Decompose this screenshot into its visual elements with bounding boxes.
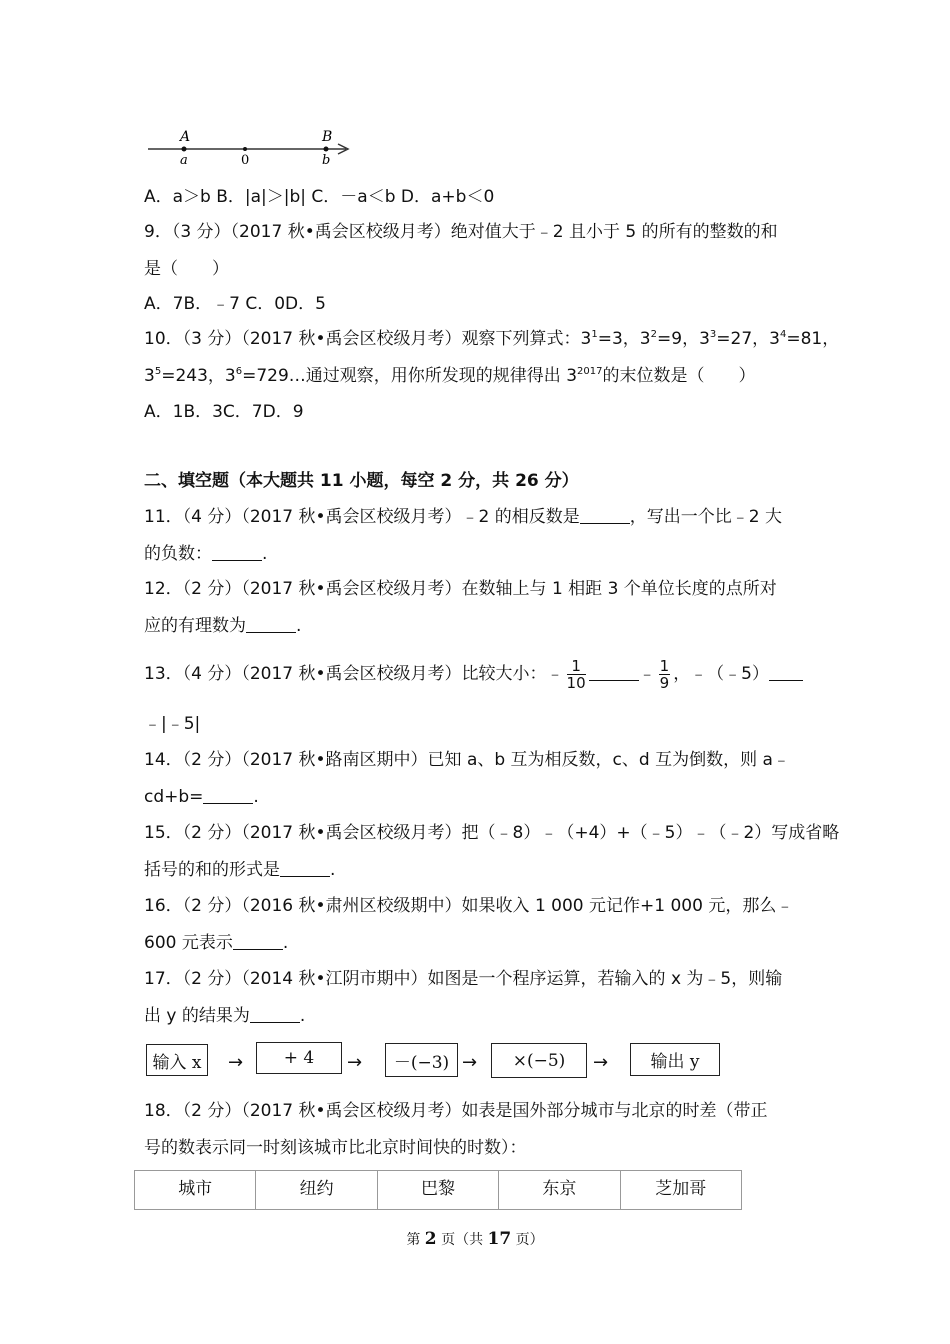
q9-line1: 9．（3 分）（2017 秋•禹会区校级月考）绝对值大于﹣2 且小于 5 的所有的整数的和 bbox=[144, 222, 778, 242]
point-b-label: B bbox=[322, 129, 333, 145]
q12-line2: 应的有理数为 . bbox=[144, 616, 302, 636]
q18-line1: 18．（2 分）（2017 秋•禹会区校级月考）如表是国外部分城市与北京的时差（带正 bbox=[144, 1101, 768, 1121]
q17-line2: 出 y 的结果为 . bbox=[144, 1006, 306, 1026]
q13-line1: 13．（4 分）（2017 秋•禹会区校级月考）比较大小：﹣ $\frac{1}{10}$ ﹣ $\frac{1}{9}$ ，﹣（﹣5） bbox=[144, 652, 803, 696]
table-header-cell: 芝加哥 bbox=[620, 1171, 741, 1210]
q9-options: A．7B．﹣7 C．0D．5 bbox=[144, 294, 326, 314]
q10-line1: 10．（3 分）（2017 秋•禹会区校级月考）观察下列算式：$3^1=3$，$3^2=9$，$3^3=27$，$3^4=81$， bbox=[144, 329, 840, 349]
table-header-cell: 东京 bbox=[499, 1171, 620, 1210]
answer-blank[interactable] bbox=[246, 618, 296, 633]
table-header-cell: 巴黎 bbox=[377, 1171, 498, 1210]
fraction-one-ninth: $\frac{1}{9}$ bbox=[659, 656, 670, 692]
page-footer: 第 2 页（共 17 页） bbox=[406, 1229, 544, 1249]
flow-input-box: 输入 x bbox=[146, 1044, 208, 1076]
q15-line2: 括号的和的形式是 . bbox=[144, 860, 336, 880]
table-row bbox=[135, 1171, 742, 1210]
answer-blank[interactable] bbox=[212, 546, 262, 561]
table-header-cell: 城市 bbox=[135, 1171, 256, 1210]
answer-blank[interactable] bbox=[250, 1008, 300, 1023]
q8-options: A．a＞b B．|a|＞|b| C．－a＜b D．a+b＜0 bbox=[144, 187, 495, 207]
time-difference-table bbox=[134, 1170, 742, 1210]
q9-line2: 是（ ） bbox=[144, 259, 229, 279]
q10-line2: $3^5=243$，$3^6=729\dots$通过观察，用你所发现的规律得出 $3^{2017}$的末位数是（ ） bbox=[144, 366, 756, 386]
q18-line2: 号的数表示同一时刻该城市比北京时间快的时数）： bbox=[144, 1138, 527, 1158]
section-heading: 二、填空题（本大题共 11 小题，每空 2 分，共 26 分） bbox=[144, 471, 579, 491]
q14-line2: cd+b= . bbox=[144, 787, 259, 807]
q17-line1: 17．（2 分）（2014 秋•江阴市期中）如图是一个程序运算，若输入的 x 为﹣5，则输 bbox=[144, 969, 783, 989]
q11-line1: 11．（4 分）（2017 秋•禹会区校级月考）﹣2 的相反数是 ，写出一个比﹣2 大 bbox=[144, 507, 782, 527]
flow-plus4-box: + 4 bbox=[256, 1042, 342, 1074]
origin-label: 0 bbox=[241, 153, 250, 168]
flow-minus3-box: －(−3) bbox=[385, 1043, 458, 1077]
number-line-figure bbox=[140, 124, 360, 170]
answer-blank[interactable] bbox=[233, 935, 283, 950]
arrow-right-icon: → bbox=[347, 1052, 363, 1073]
answer-blank[interactable] bbox=[280, 862, 330, 877]
fraction-one-tenth: $\frac{1}{10}$ bbox=[566, 656, 586, 692]
q14-line1: 14．（2 分）（2017 秋•路南区期中）已知 a、b 互为相反数，c、d 互为倒数，则 a﹣ bbox=[144, 750, 790, 770]
answer-blank[interactable] bbox=[203, 789, 253, 804]
q11-line2: 的负数： . bbox=[144, 544, 268, 564]
flow-times5-box: ×(−5) bbox=[491, 1043, 587, 1078]
q16-line2: 600 元表示 . bbox=[144, 933, 289, 953]
answer-blank[interactable] bbox=[589, 666, 639, 681]
point-a-label: A bbox=[180, 129, 191, 145]
q10-options: A．1B．3C．7D．9 bbox=[144, 402, 304, 422]
arrow-right-icon: → bbox=[228, 1052, 244, 1073]
arrow-right-icon: → bbox=[462, 1052, 478, 1073]
answer-blank[interactable] bbox=[769, 666, 803, 681]
point-b-value: b bbox=[322, 153, 331, 168]
answer-blank[interactable] bbox=[580, 509, 630, 524]
q13-line2: ﹣|﹣5| bbox=[144, 714, 201, 734]
arrow-right-icon: → bbox=[593, 1052, 609, 1073]
q16-line1: 16．（2 分）（2016 秋•肃州区校级期中）如果收入 1 000 元记作+1 000 元，那么﹣ bbox=[144, 896, 794, 916]
table-header-cell: 纽约 bbox=[256, 1171, 377, 1210]
q15-line1: 15．（2 分）（2017 秋•禹会区校级月考）把（﹣8）﹣（+4）+（﹣5）﹣（﹣2）写成省略 bbox=[144, 823, 840, 843]
q12-line1: 12．（2 分）（2017 秋•禹会区校级月考）在数轴上与 1 相距 3 个单位长度的点所对 bbox=[144, 579, 777, 599]
point-a-value: a bbox=[180, 153, 188, 168]
flow-output-box: 输出 y bbox=[630, 1043, 720, 1076]
